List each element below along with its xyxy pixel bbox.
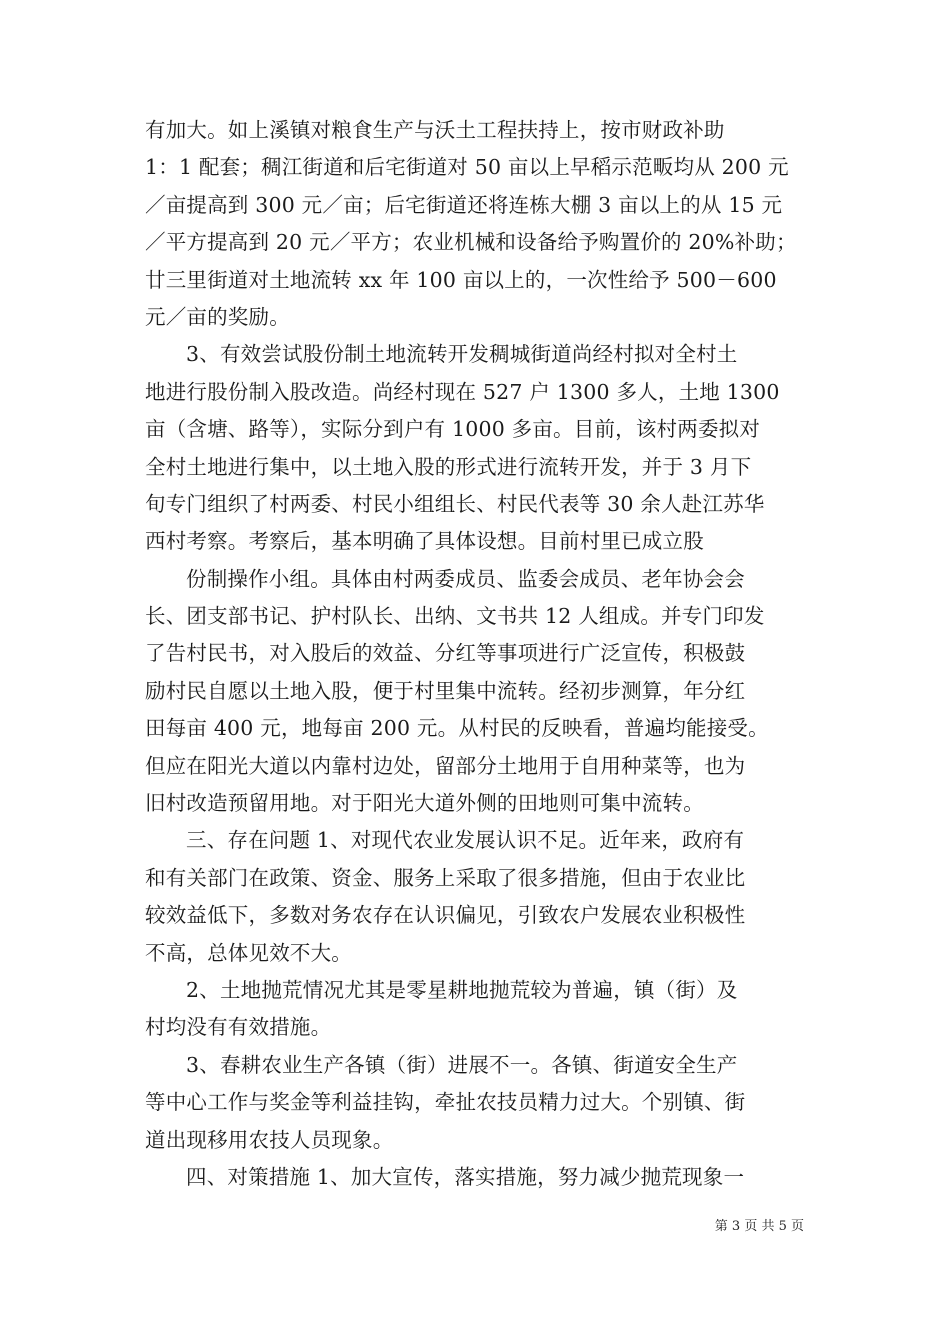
paragraph-start-line: 份制操作小组。具体由村两委成员、监委会成员、老年协会会 bbox=[186, 566, 745, 591]
text-line: 但应在阳光大道以内靠村边处，留部分土地用于自用种菜等，也为 bbox=[145, 753, 746, 778]
text-line: 1：1 配套；稠江街道和后宅街道对 50 亩以上早稻示范畈均从 200 元 bbox=[145, 155, 789, 180]
text-line: 田每亩 400 元，地每亩 200 元。从村民的反映看，普遍均能接受。 bbox=[145, 716, 769, 741]
text-line: 励村民自愿以土地入股，便于村里集中流转。经初步测算，年分红 bbox=[145, 678, 746, 703]
text-line: ／平方提高到 20 元／平方；农业机械和设备给予购置价的 20%补助； bbox=[145, 230, 797, 255]
paragraph-start-line: 2、土地抛荒情况尤其是零星耕地抛荒较为普遍，镇（街）及 bbox=[186, 977, 738, 1002]
text-line: 村均没有有效措施。 bbox=[145, 1015, 332, 1040]
paragraph-start-line: 三、存在问题 1、对现代农业发展认识不足。近年来，政府有 bbox=[186, 828, 745, 853]
text-line: 旬专门组织了村两委、村民小组组长、村民代表等 30 余人赴江苏华 bbox=[145, 491, 765, 516]
text-line: 了告村民书，对入股后的效益、分红等事项进行广泛宣传，积极鼓 bbox=[145, 641, 746, 666]
text-line: 亩（含塘、路等），实际分到户有 1000 多亩。目前，该村两委拟对 bbox=[145, 417, 761, 442]
text-line: 道出现移用农技人员现象。 bbox=[145, 1127, 394, 1152]
text-line: 不高，总体见效不大。 bbox=[145, 940, 352, 965]
text-line: 旧村改造预留用地。对于阳光大道外侧的田地则可集中流转。 bbox=[145, 791, 704, 816]
text-line: 长、团支部书记、护村队长、出纳、文书共 12 人组成。并专门印发 bbox=[145, 604, 765, 629]
paragraph-start-line: 四、对策措施 1、加大宣传，落实措施，努力减少抛荒现象一 bbox=[186, 1164, 745, 1189]
text-line: 等中心工作与奖金等利益挂钩，牵扯农技员精力过大。个别镇、街 bbox=[145, 1090, 746, 1115]
text-line: 较效益低下，多数对务农存在认识偏见，引致农户发展农业积极性 bbox=[145, 903, 746, 928]
text-line: 西村考察。考察后，基本明确了具体设想。目前村里已成立股 bbox=[145, 529, 704, 554]
text-line: 有加大。如上溪镇对粮食生产与沃土工程扶持上，按市财政补助 bbox=[145, 118, 725, 142]
text-line: 和有关部门在政策、资金、服务上采取了很多措施，但由于农业比 bbox=[145, 865, 746, 890]
text-line: 全村土地进行集中，以土地入股的形式进行流转开发，并于 3 月下 bbox=[145, 454, 752, 479]
paragraph-start-line: 3、春耕农业生产各镇（街）进展不一。各镇、街道安全生产 bbox=[186, 1052, 738, 1077]
document-body bbox=[145, 112, 810, 1196]
text-line: 元／亩的奖励。 bbox=[145, 304, 290, 329]
text-line: 地进行股份制入股改造。尚经村现在 527 户 1300 多人，土地 1300 bbox=[145, 379, 780, 404]
text-line: 廿三里街道对土地流转 xx 年 100 亩以上的，一次性给予 500－600 bbox=[145, 267, 777, 292]
page-number-footer: 第 3 页 共 5 页 bbox=[714, 1219, 804, 1234]
text-line: ／亩提高到 300 元／亩；后宅街道还将连栋大棚 3 亩以上的从 15 元 bbox=[145, 192, 783, 217]
paragraph-start-line: 3、有效尝试股份制土地流转开发稠城街道尚经村拟对全村土 bbox=[186, 342, 738, 367]
